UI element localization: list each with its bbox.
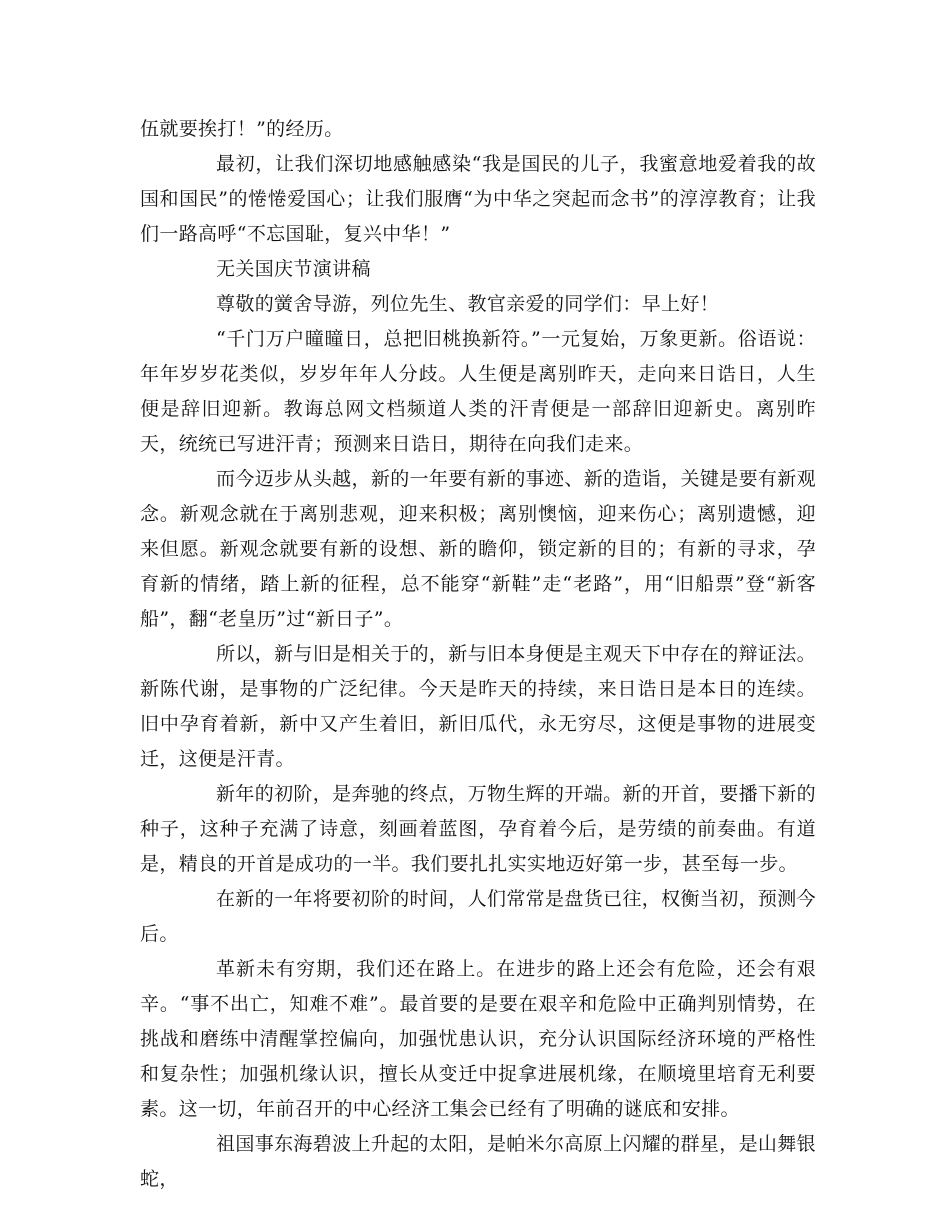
- paragraph-10: 革新未有穷期，我们还在路上。在进步的路上还会有危险，还会有艰辛。“事不出亡，知难不难”。最首要的是要在艰辛和危险中正确判别情势，在挑战和磨练中清醒掌控偏向，加强忧患认识，充分认识国际经济环境的严格性和复杂性；加强机缘认识，擅长从变迁中捉拿进展机缘，在顺境里培育无利要素。这一切，年前召开的中心经济工集会已经有了明确的谜底和安排。: [140, 958, 816, 1120]
- paragraph-7: 所以，新与旧是相关于的，新与旧本身便是主观天下中存在的辩证法。新陈代谢，是事物的广泛纪律。今天是昨天的持续，来日诰日是本日的连续。旧中孕育着新，新中又产生着旧，新旧瓜代，永无穷尽，这便是事物的进展变迁，这便是汗青。: [140, 643, 816, 770]
- paragraph-8: 新年的初阶，是奔驰的终点，万物生辉的开端。新的开首，要播下新的种子，这种子充满了诗意，刻画着蓝图，孕育着今后，是劳绩的前奏曲。有道是，精良的开首是成功的一半。我们要扎扎实实地迈好第一步，甚至每一步。: [140, 783, 816, 875]
- paragraph-6: 而今迈步从头越，新的一年要有新的事迹、新的造诣，关键是要有新观念。新观念就在于离别悲观，迎来积极；离别懊恼，迎来伤心；离别遗憾，迎来但愿。新观念就要有新的设想、新的瞻仰，锁定新的目的；有新的寻求，孕育新的情绪，踏上新的征程，总不能穿“新鞋”走“老路”，用“旧船票”登“新客船”，翻“老皇历”过“新日子”。: [140, 468, 816, 630]
- document-body: [140, 112, 816, 1197]
- paragraph-11: 祖国事东海碧波上升起的太阳，是帕米尔高原上闪耀的群星，是山舞银蛇，: [140, 1133, 816, 1190]
- paragraph-5: “千门万户曈曈日，总把旧桃换新符。”一元复始，万象更新。俗语说：年年岁岁花类似，岁岁年年人分歧。人生便是离别昨天，走向来日诰日，人生便是辞旧迎新。教诲总网文档频道人类的汗青便是一部辞旧迎新史。离别昨天，统统已写进汗青；预测来日诰日，期待在向我们走来。: [140, 328, 816, 455]
- paragraph-2: 最初，让我们深切地感触感染“我是国民的儿子，我蜜意地爱着我的故国和国民”的惓惓爱国心；让我们服膺“为中华之突起而念书”的淳淳教育；让我们一路高呼“不忘国耻，复兴中华！”: [140, 153, 816, 245]
- paragraph-9: 在新的一年将要初阶的时间，人们常常是盘货已往，权衡当初，预测今后。: [140, 888, 816, 945]
- section-heading: 无关国庆节演讲稿: [216, 258, 371, 280]
- paragraph-1: 伍就要挨打！”的经历。: [140, 118, 344, 140]
- greeting-paragraph: 尊敬的黉舍导游，列位先生、教官亲爱的同学们：早上好！: [216, 293, 720, 315]
